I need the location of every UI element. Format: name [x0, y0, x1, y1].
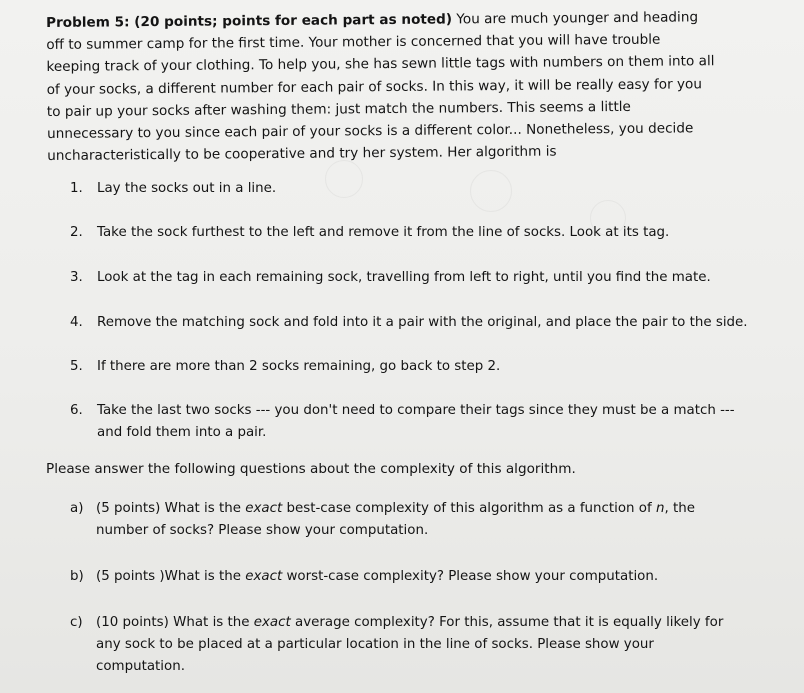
step-text: Lay the socks out in a line.	[97, 181, 277, 196]
emphasis-text: exact	[245, 501, 283, 516]
question-text-part: , the number of socks? Please show your computation.	[96, 501, 695, 538]
question-text-part: best-case complexity of this algorithm as a function of	[282, 501, 656, 516]
question-c	[70, 612, 760, 678]
question-text	[96, 498, 736, 542]
problem-heading: Problem 5: (20 points; points for each part as noted)	[46, 11, 453, 31]
algorithm-step	[70, 178, 760, 200]
emphasis-text: exact	[245, 569, 283, 584]
question-text-part: (10 points) What is the	[96, 615, 254, 630]
step-text: Take the sock furthest to the left and remove it from the line of socks. Look at its tag.	[97, 225, 670, 240]
algorithm-step	[70, 400, 760, 444]
question-text	[96, 612, 736, 678]
question-letter: c)	[70, 615, 83, 630]
algorithm-step	[70, 312, 760, 334]
algorithm-step	[70, 356, 760, 378]
step-number: 2.	[70, 225, 83, 240]
question-letter: b)	[70, 569, 84, 584]
problem-intro	[46, 6, 719, 167]
step-text: Look at the tag in each remaining sock, travelling from left to right, until you find the mate.	[97, 270, 711, 285]
step-number: 1.	[70, 181, 83, 196]
questions-prompt: Please answer the following questions about the complexity of this algorithm.	[46, 461, 576, 477]
question-text	[96, 566, 736, 588]
step-number: 5.	[70, 359, 83, 374]
question-text-part: worst-case complexity? Please show your computation.	[282, 569, 659, 584]
question-text-part: (5 points )What is the	[96, 569, 246, 584]
step-text: If there are more than 2 socks remaining, go back to step 2.	[97, 359, 501, 374]
problem-text: You are much younger and heading off to summer camp for the first time. Your mother is concerned that you will have trouble keeping track of your clothing. To help you, she has sewn little tags with numbers on them into all of your socks, a different number for each pair of socks. In this way, it will be really easy for you to pair up your socks after washing them: just match the numbers. This seems a little unnecessary to you since each pair of your socks is a different color... Nonetheless, you decide uncharacteristically to be cooperative and try her system. Her algorithm is	[46, 9, 715, 165]
question-letter: a)	[70, 501, 84, 516]
algorithm-step	[70, 222, 760, 244]
question-text-part: average complexity? For this, assume that it is equally likely for any sock to be placed at a particular location in the line of socks. Please show your computation.	[96, 615, 724, 674]
algorithm-step	[70, 267, 760, 289]
step-text: Take the last two socks --- you don't need to compare their tags since they must be a match --- and fold them into a pair.	[97, 403, 735, 440]
step-number: 4.	[70, 315, 83, 330]
question-b	[70, 566, 760, 588]
question-a	[70, 498, 760, 542]
math-variable: n	[655, 501, 665, 516]
step-text: Remove the matching sock and fold into it a pair with the original, and place the pair to the side.	[97, 315, 748, 330]
question-text-part: (5 points) What is the	[96, 501, 246, 516]
step-number: 6.	[70, 403, 83, 418]
step-number: 3.	[70, 270, 83, 285]
emphasis-text: exact	[253, 615, 291, 630]
